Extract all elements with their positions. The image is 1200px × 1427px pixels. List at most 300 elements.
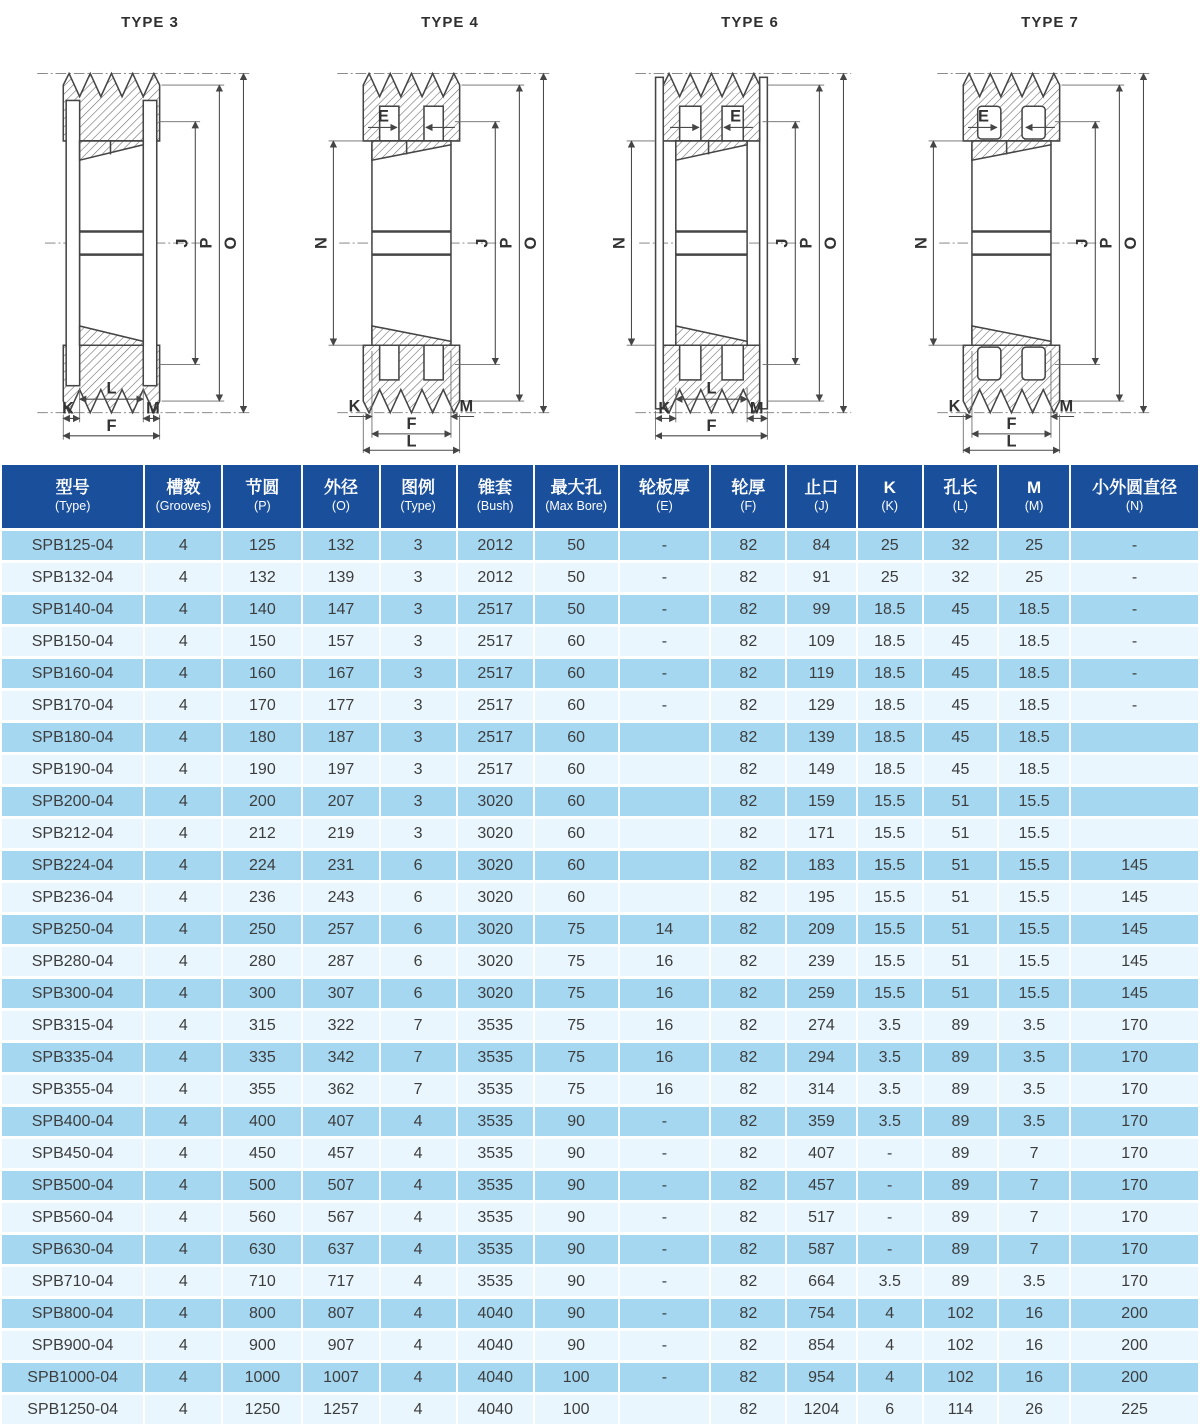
dim-label-e: E: [978, 107, 989, 126]
table-row: [2, 595, 1198, 624]
cell: 4040: [458, 1363, 533, 1392]
cell: 140: [223, 595, 301, 624]
table-row: [2, 1299, 1198, 1328]
cell: 16: [620, 1043, 710, 1072]
cell: 82: [711, 851, 785, 880]
table-row: [2, 691, 1198, 720]
cell: 16: [620, 1075, 710, 1104]
cell: -: [620, 563, 710, 592]
cell: 15.5: [999, 787, 1069, 816]
cell: 170: [1071, 1267, 1198, 1296]
cell: 82: [711, 1139, 785, 1168]
cell: 82: [711, 915, 785, 944]
cell: 7: [999, 1171, 1069, 1200]
cell: 18.5: [858, 723, 922, 752]
table-row: [2, 1139, 1198, 1168]
table-row: [2, 947, 1198, 976]
dim-label-k: K: [62, 399, 75, 418]
cell: 145: [1071, 979, 1198, 1008]
cell: 91: [787, 563, 855, 592]
cell: 160: [223, 659, 301, 688]
cell: 60: [535, 691, 618, 720]
cell: 125: [223, 531, 301, 560]
dim-label-n: N: [912, 237, 931, 249]
cell: 167: [303, 659, 378, 688]
cell: -: [1071, 531, 1198, 560]
cell: 457: [303, 1139, 378, 1168]
cell: -: [858, 1171, 922, 1200]
cell: 50: [535, 563, 618, 592]
cell: 82: [711, 1363, 785, 1392]
cell: 200: [1071, 1299, 1198, 1328]
cell: 75: [535, 1075, 618, 1104]
cell: 4: [145, 627, 221, 656]
cell: 259: [787, 979, 855, 1008]
cell: 15.5: [858, 947, 922, 976]
cell: SPB280-04: [2, 947, 143, 976]
cell: 25: [858, 563, 922, 592]
cell: 560: [223, 1203, 301, 1232]
cell: 60: [535, 883, 618, 912]
cell: 3535: [458, 1011, 533, 1040]
cell: 274: [787, 1011, 855, 1040]
dim-label-f: F: [406, 415, 417, 434]
cell: 51: [924, 915, 997, 944]
cell: 100: [535, 1395, 618, 1424]
table-row: [2, 1267, 1198, 1296]
cell: 114: [924, 1395, 997, 1424]
column-header: 槽数 (Grooves): [145, 465, 221, 528]
cell: [620, 1395, 710, 1424]
cell: 132: [223, 563, 301, 592]
cell: 18.5: [858, 659, 922, 688]
cell: SPB236-04: [2, 883, 143, 912]
cell: 18.5: [999, 627, 1069, 656]
cell: 15.5: [999, 819, 1069, 848]
cell: [620, 755, 710, 784]
cell: 2517: [458, 659, 533, 688]
dim-label-k: K: [348, 397, 361, 416]
cell: 236: [223, 883, 301, 912]
dim-label-j: J: [173, 238, 192, 248]
cell: 75: [535, 915, 618, 944]
cell: 82: [711, 723, 785, 752]
cell: 60: [535, 659, 618, 688]
cell: 4: [145, 563, 221, 592]
cell: 359: [787, 1107, 855, 1136]
cell: 45: [924, 595, 997, 624]
cell: 3535: [458, 1107, 533, 1136]
cell: 180: [223, 723, 301, 752]
pulley-diagram-type6: [600, 0, 900, 462]
cell: 900: [223, 1331, 301, 1360]
cell: 2517: [458, 595, 533, 624]
table-row: [2, 627, 1198, 656]
cell: 3020: [458, 851, 533, 880]
cell: -: [1071, 627, 1198, 656]
table-row: [2, 1331, 1198, 1360]
diagram-title: TYPE 4: [421, 14, 479, 31]
cell: [620, 819, 710, 848]
cell: 149: [787, 755, 855, 784]
cell: 90: [535, 1171, 618, 1200]
cell: 18.5: [999, 723, 1069, 752]
table-row: [2, 979, 1198, 1008]
cell: 4: [381, 1139, 456, 1168]
cell: SPB160-04: [2, 659, 143, 688]
cell: 3535: [458, 1203, 533, 1232]
cell: 3: [381, 627, 456, 656]
cell: -: [620, 1299, 710, 1328]
dim-label-j: J: [1073, 238, 1092, 248]
pulley-drawing-type3-cross-section: [8, 33, 292, 457]
table-row: [2, 819, 1198, 848]
cell: 4: [145, 1331, 221, 1360]
cell: 3: [381, 787, 456, 816]
cell: 15.5: [999, 851, 1069, 880]
cell: 25: [999, 531, 1069, 560]
dim-label-k: K: [948, 397, 961, 416]
dim-label-f: F: [106, 416, 117, 435]
cell: 4: [381, 1235, 456, 1264]
cell: -: [620, 1203, 710, 1232]
cell: -: [620, 1107, 710, 1136]
cell: 4: [145, 1363, 221, 1392]
cell: 3535: [458, 1043, 533, 1072]
cell: 807: [303, 1299, 378, 1328]
column-header: 孔长 (L): [924, 465, 997, 528]
dim-label-o: O: [1121, 236, 1140, 250]
cell: 18.5: [858, 627, 922, 656]
cell: 51: [924, 947, 997, 976]
cell: 517: [787, 1203, 855, 1232]
cell: 1007: [303, 1363, 378, 1392]
cell: 89: [924, 1011, 997, 1040]
dim-label-p: P: [497, 237, 516, 249]
cell: 1000: [223, 1363, 301, 1392]
cell: 4: [145, 531, 221, 560]
cell: 195: [787, 883, 855, 912]
cell: 4: [858, 1363, 922, 1392]
cell: SPB400-04: [2, 1107, 143, 1136]
column-header: M (M): [999, 465, 1069, 528]
cell: 4: [381, 1363, 456, 1392]
cell: 90: [535, 1139, 618, 1168]
cell: -: [620, 595, 710, 624]
cell: 3: [381, 691, 456, 720]
cell: 90: [535, 1203, 618, 1232]
dim-label-l: L: [106, 379, 117, 398]
cell: 15.5: [999, 979, 1069, 1008]
cell: 3.5: [858, 1267, 922, 1296]
cell: 60: [535, 723, 618, 752]
cell: 89: [924, 1043, 997, 1072]
cell: 170: [1071, 1011, 1198, 1040]
cell: SPB200-04: [2, 787, 143, 816]
cell: 32: [924, 531, 997, 560]
dim-label-o: O: [221, 236, 240, 250]
cell: 7: [381, 1075, 456, 1104]
cell: 18.5: [999, 755, 1069, 784]
cell: 26: [999, 1395, 1069, 1424]
cell: SPB150-04: [2, 627, 143, 656]
cell: 2517: [458, 627, 533, 656]
table-row: [2, 659, 1198, 688]
cell: 239: [787, 947, 855, 976]
cell: 6: [858, 1395, 922, 1424]
cell: 1250: [223, 1395, 301, 1424]
cell: 4: [381, 1299, 456, 1328]
cell: 51: [924, 883, 997, 912]
cell: 3020: [458, 787, 533, 816]
cell: 664: [787, 1267, 855, 1296]
cell: 407: [787, 1139, 855, 1168]
cell: 15.5: [858, 979, 922, 1008]
cell: 89: [924, 1267, 997, 1296]
cell: -: [620, 1235, 710, 1264]
cell: 4: [145, 819, 221, 848]
cell: 2517: [458, 723, 533, 752]
cell: 587: [787, 1235, 855, 1264]
cell: 243: [303, 883, 378, 912]
cell: 102: [924, 1331, 997, 1360]
cell: 3: [381, 595, 456, 624]
cell: -: [620, 1363, 710, 1392]
pulley-diagram-type4: [300, 0, 600, 462]
cell: 15.5: [858, 883, 922, 912]
cell: 207: [303, 787, 378, 816]
cell: SPB630-04: [2, 1235, 143, 1264]
cell: 4: [145, 1267, 221, 1296]
cell: 82: [711, 1395, 785, 1424]
diagram-title: TYPE 3: [121, 14, 179, 31]
table-row: [2, 883, 1198, 912]
table-row: [2, 531, 1198, 560]
cell: 16: [999, 1363, 1069, 1392]
cell: 4: [145, 979, 221, 1008]
cell: 2517: [458, 691, 533, 720]
cell: 75: [535, 979, 618, 1008]
cell: SPB800-04: [2, 1299, 143, 1328]
cell: 75: [535, 1043, 618, 1072]
cell: 4040: [458, 1299, 533, 1328]
cell: 3: [381, 723, 456, 752]
cell: 315: [223, 1011, 301, 1040]
cell: 18.5: [999, 659, 1069, 688]
cell: -: [858, 1139, 922, 1168]
cell: 60: [535, 755, 618, 784]
cell: 18.5: [999, 691, 1069, 720]
cell: SPB560-04: [2, 1203, 143, 1232]
dim-label-l: L: [1006, 432, 1017, 451]
cell: 3: [381, 659, 456, 688]
cell: 200: [1071, 1331, 1198, 1360]
cell: 82: [711, 1267, 785, 1296]
cell: 190: [223, 755, 301, 784]
cell: 45: [924, 723, 997, 752]
table-row: [2, 787, 1198, 816]
cell: 82: [711, 1299, 785, 1328]
cell: 109: [787, 627, 855, 656]
cell: SPB710-04: [2, 1267, 143, 1296]
cell: [620, 851, 710, 880]
cell: 3020: [458, 819, 533, 848]
cell: SPB125-04: [2, 531, 143, 560]
pulley-drawing-type4-cross-section: [308, 33, 592, 457]
cell: 2012: [458, 563, 533, 592]
cell: 89: [924, 1235, 997, 1264]
cell: 3.5: [858, 1011, 922, 1040]
cell: 82: [711, 1331, 785, 1360]
cell: 854: [787, 1331, 855, 1360]
cell: 800: [223, 1299, 301, 1328]
cell: 630: [223, 1235, 301, 1264]
cell: 4: [145, 691, 221, 720]
cell: 82: [711, 1011, 785, 1040]
cell: 6: [381, 915, 456, 944]
cell: SPB250-04: [2, 915, 143, 944]
cell: 3: [381, 755, 456, 784]
cell: 89: [924, 1171, 997, 1200]
cell: 3.5: [858, 1075, 922, 1104]
cell: -: [620, 1171, 710, 1200]
cell: 3.5: [858, 1107, 922, 1136]
column-header: 最大孔 (Max Bore): [535, 465, 618, 528]
cell: 16: [999, 1299, 1069, 1328]
column-header: 型号 (Type): [2, 465, 143, 528]
cell: 4: [145, 883, 221, 912]
cell: 187: [303, 723, 378, 752]
cell: SPB335-04: [2, 1043, 143, 1072]
diagram-title: TYPE 7: [1021, 14, 1079, 31]
cell: -: [1071, 595, 1198, 624]
cell: [1071, 755, 1198, 784]
dim-label-o: O: [521, 236, 540, 250]
cell: 170: [1071, 1203, 1198, 1232]
cell: 322: [303, 1011, 378, 1040]
cell: 7: [381, 1011, 456, 1040]
cell: 100: [535, 1363, 618, 1392]
table-row: [2, 1011, 1198, 1040]
cell: 355: [223, 1075, 301, 1104]
cell: 4: [145, 947, 221, 976]
cell: 82: [711, 1171, 785, 1200]
cell: SPB224-04: [2, 851, 143, 880]
cell: 3020: [458, 915, 533, 944]
cell: 183: [787, 851, 855, 880]
cell: 145: [1071, 883, 1198, 912]
dim-label-o: O: [821, 236, 840, 250]
cell: 82: [711, 755, 785, 784]
cell: 16: [999, 1331, 1069, 1360]
cell: 150: [223, 627, 301, 656]
cell: 45: [924, 627, 997, 656]
cell: 102: [924, 1299, 997, 1328]
cell: 4: [145, 1011, 221, 1040]
cell: 139: [787, 723, 855, 752]
cell: 139: [303, 563, 378, 592]
column-header: 节圆 (P): [223, 465, 301, 528]
cell: 50: [535, 595, 618, 624]
cell: 82: [711, 1075, 785, 1104]
cell: 4: [381, 1171, 456, 1200]
cell: 4: [381, 1331, 456, 1360]
table-row: [2, 851, 1198, 880]
cell: 170: [1071, 1107, 1198, 1136]
table-row: [2, 915, 1198, 944]
dim-label-m: M: [146, 399, 160, 418]
cell: 45: [924, 659, 997, 688]
cell: 170: [1071, 1139, 1198, 1168]
dim-label-p: P: [197, 237, 216, 249]
cell: 3: [381, 563, 456, 592]
cell: 4: [381, 1107, 456, 1136]
cell: 342: [303, 1043, 378, 1072]
table-row: [2, 1395, 1198, 1424]
cell: 3.5: [999, 1075, 1069, 1104]
cell: 300: [223, 979, 301, 1008]
cell: SPB132-04: [2, 563, 143, 592]
cell: 4: [145, 1171, 221, 1200]
dim-label-l: L: [406, 432, 417, 451]
cell: 3.5: [858, 1043, 922, 1072]
cell: 170: [1071, 1075, 1198, 1104]
cell: 4: [145, 1043, 221, 1072]
cell: -: [620, 659, 710, 688]
cell: 82: [711, 595, 785, 624]
cell: 4040: [458, 1395, 533, 1424]
cell: 170: [1071, 1171, 1198, 1200]
cell: -: [858, 1203, 922, 1232]
diagram-title: TYPE 6: [721, 14, 779, 31]
cell: 82: [711, 659, 785, 688]
cell: SPB900-04: [2, 1331, 143, 1360]
column-header: 锥套 (Bush): [458, 465, 533, 528]
cell: 4: [145, 915, 221, 944]
table-row: [2, 1075, 1198, 1104]
cell: 82: [711, 979, 785, 1008]
cell: SPB1000-04: [2, 1363, 143, 1392]
cell: 15.5: [858, 819, 922, 848]
cell: 3.5: [999, 1267, 1069, 1296]
cell: 287: [303, 947, 378, 976]
cell: 407: [303, 1107, 378, 1136]
cell: 15.5: [999, 883, 1069, 912]
cell: 50: [535, 531, 618, 560]
cell: 89: [924, 1203, 997, 1232]
cell: 145: [1071, 947, 1198, 976]
cell: -: [620, 627, 710, 656]
cell: 51: [924, 787, 997, 816]
cell: 99: [787, 595, 855, 624]
cell: 400: [223, 1107, 301, 1136]
cell: 82: [711, 883, 785, 912]
cell: SPB315-04: [2, 1011, 143, 1040]
cell: [1071, 723, 1198, 752]
cell: 157: [303, 627, 378, 656]
cell: 89: [924, 1075, 997, 1104]
cell: 7: [381, 1043, 456, 1072]
cell: 450: [223, 1139, 301, 1168]
cell: 75: [535, 947, 618, 976]
column-header: 外径 (O): [303, 465, 378, 528]
cell: SPB170-04: [2, 691, 143, 720]
dim-label-f: F: [706, 416, 717, 435]
cell: 200: [223, 787, 301, 816]
cell: 82: [711, 627, 785, 656]
cell: 710: [223, 1267, 301, 1296]
cell: -: [858, 1235, 922, 1264]
